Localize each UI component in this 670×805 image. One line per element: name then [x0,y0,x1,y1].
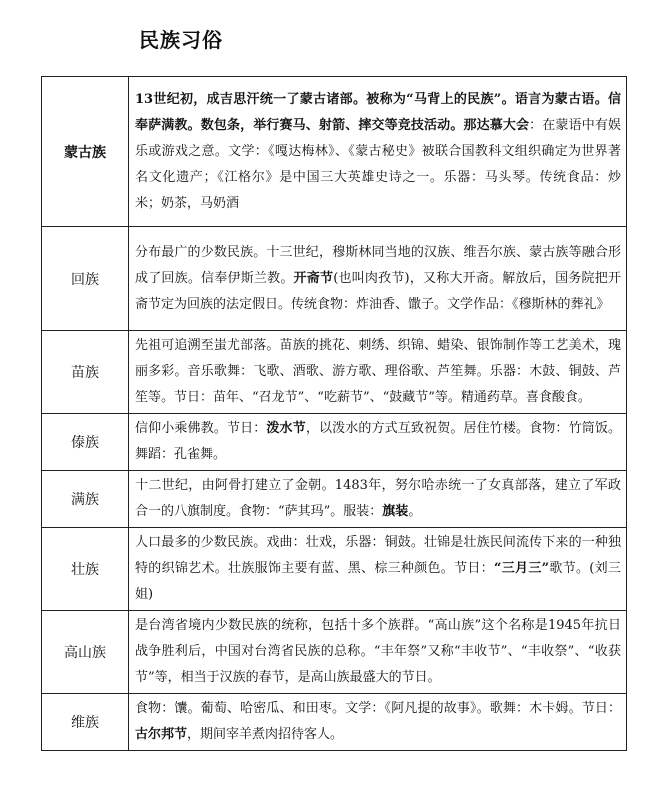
ethnic-group-description [129,77,627,227]
page-title: 民族习俗 [139,28,223,52]
ethnic-group-description [129,611,627,694]
table-row [42,331,627,414]
ethnic-group-description [129,414,627,471]
table-row [42,694,627,751]
ethnic-group-description [129,227,627,331]
description-text: (也叫肉孜节)，又称大开斋。解放后，国务院把开斋节定为回族的法定假日。传统食物：炸油香、馓子。文学作品：《穆斯林的葬礼》 [135,270,621,312]
highlighted-text: “三月三” [493,561,550,576]
description-text: 歌节。(刘三姐) [135,561,621,602]
description-text: 。 [408,504,422,519]
ethnic-group-description [129,331,627,414]
ethnic-group-name: 回族 [42,227,129,331]
description-text: 十二世纪，由阿骨打建立了金朝。1483年，努尔哈赤统一了女真部落，建立了军政合一的八旗制度。食物：“萨其玛”。服装： [135,478,621,519]
description-text: 信仰小乘佛教。节日： [135,421,267,436]
description-text: 是台湾省境内少数民族的统称，包括十多个族群。“高山族”这个名称是1945年抗日战争胜利后，中国对台湾省民族的总称。“丰年祭”又称“丰收节”、“丰收祭”、“收获节”等，相当于汉族的春节，是高山族最盛大的节日。 [135,618,621,685]
table-row [42,611,627,694]
description-text: ，以泼水的方式互致祝贺。居住竹楼。食物：竹筒饭。舞蹈：孔雀舞。 [135,421,621,462]
highlighted-text: 古尔邦节 [135,727,188,742]
ethnic-group-name: 维族 [42,694,129,751]
description-text: 人口最多的少数民族。戏曲：壮戏，乐器：铜鼓。壮锦是壮族民间流传下来的一种独特的织锦艺术。壮族服饰主要有蓝、黑、棕三种颜色。节日： [135,535,621,576]
ethnic-group-name: 苗族 [42,331,129,414]
highlighted-text: 13世纪初，成吉思汗统一了蒙古诸部。被称为“马背上的民族”。语言为蒙古语。信奉萨满教。数包条，举行赛马、射箭、摔交等竞技活动。那达慕大会 [135,91,621,133]
description-text: 先祖可追溯至蚩尤部落。苗族的挑花、刺绣、织锦、蜡染、银饰制作等工艺美术，瑰丽多彩。音乐歌舞：飞歌、酒歌、游方歌、理俗歌、芦笙舞。乐器：木鼓、铜鼓、芦笙等。节日：苗年、“召龙节”、“吃薪节”、“鼓藏节”等。精通药草。喜食酸食。 [135,338,621,405]
highlighted-text: 开斋节 [293,270,334,286]
table-row [42,528,627,611]
description-text: ，期间宰羊煮肉招待客人。 [187,727,344,742]
ethnic-group-name: 高山族 [42,611,129,694]
ethnic-group-name: 满族 [42,471,129,528]
ethnic-group-name: 傣族 [42,414,129,471]
description-text: 食物：馕。葡萄、哈密瓜、和田枣。文学：《阿凡提的故事》。歌舞：木卡姆。节日： [135,701,621,716]
ethnic-group-description [129,471,627,528]
description-text: 分布最广的少数民族。十三世纪，穆斯林同当地的汉族、维吾尔族、蒙古族等融合形成了回族。信奉伊斯兰教。 [135,244,621,286]
table-row [42,414,627,471]
ethnic-group-name: 蒙古族 [42,77,129,227]
ethnic-group-description [129,528,627,611]
table-row [42,227,627,331]
highlighted-text: 泼水节 [266,421,306,436]
table-row [42,77,627,227]
highlighted-text: 旗装 [382,504,409,519]
ethnic-group-name: 壮族 [42,528,129,611]
description-text: ：在蒙语中有娱乐或游戏之意。文学：《嘎达梅林》、《蒙古秘史》被联合国教科文组织确定为世界著名文化遗产；《江格尔》是中国三大英雄史诗之一。乐器：马头琴。传统食品：炒米；奶茶，马奶酒 [135,117,621,211]
table-body [42,77,627,751]
ethnic-customs-table [41,76,627,751]
table-row [42,471,627,528]
ethnic-group-description [129,694,627,751]
